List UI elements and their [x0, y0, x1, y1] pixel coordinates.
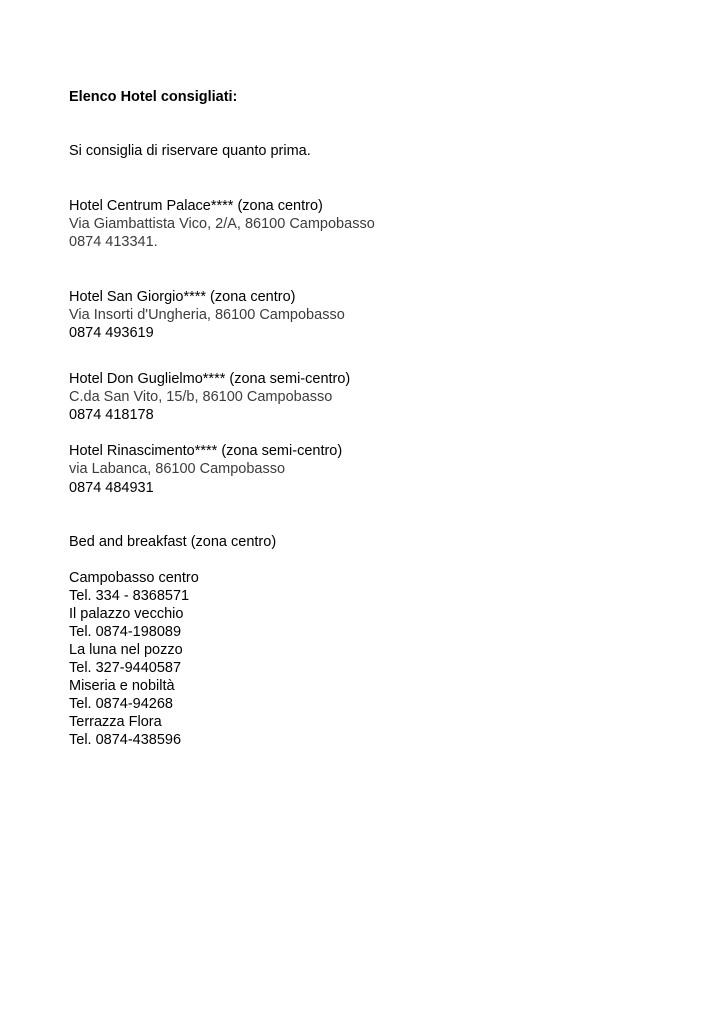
bnb-phone: Tel. 0874-438596 — [69, 732, 182, 748]
hotel-address: C.da San Vito, 15/b, 86100 Campobasso — [69, 389, 333, 405]
bnb-phone: Tel. 327-9440587 — [69, 660, 182, 676]
hotel-address: Via Giambattista Vico, 2/A, 86100 Campobasso — [69, 216, 375, 232]
bnb-phone: Tel. 0874-198089 — [69, 624, 182, 640]
hotel-phone: 0874 484931 — [69, 480, 154, 496]
bnb-phone: Tel. 334 - 8368571 — [69, 588, 190, 604]
document-title: Elenco Hotel consigliati: — [69, 89, 238, 105]
bnb-name: Il palazzo vecchio — [69, 606, 184, 622]
bnb-name: Miseria e nobiltà — [69, 678, 175, 694]
bnb-name: Terrazza Flora — [69, 714, 162, 730]
hotel-phone: 0874 418178 — [69, 407, 154, 423]
advice-text: Si consiglia di riservare quanto prima. — [69, 143, 311, 159]
hotel-phone: 0874 413341. — [69, 234, 158, 250]
bnb-phone: Tel. 0874-94268 — [69, 696, 173, 712]
hotel-name: Hotel San Giorgio**** (zona centro) — [69, 289, 296, 305]
bnb-name: Campobasso centro — [69, 570, 199, 586]
hotel-name: Hotel Don Guglielmo**** (zona semi-centro) — [69, 371, 351, 387]
hotel-name: Hotel Centrum Palace**** (zona centro) — [69, 198, 323, 214]
bnb-heading: Bed and breakfast (zona centro) — [69, 534, 277, 550]
hotel-name: Hotel Rinascimento**** (zona semi-centro) — [69, 443, 343, 459]
hotel-phone: 0874 493619 — [69, 325, 154, 341]
hotel-address: via Labanca, 86100 Campobasso — [69, 461, 286, 477]
bnb-name: La luna nel pozzo — [69, 642, 183, 658]
hotel-address: Via Insorti d'Ungheria, 86100 Campobasso — [69, 307, 345, 323]
